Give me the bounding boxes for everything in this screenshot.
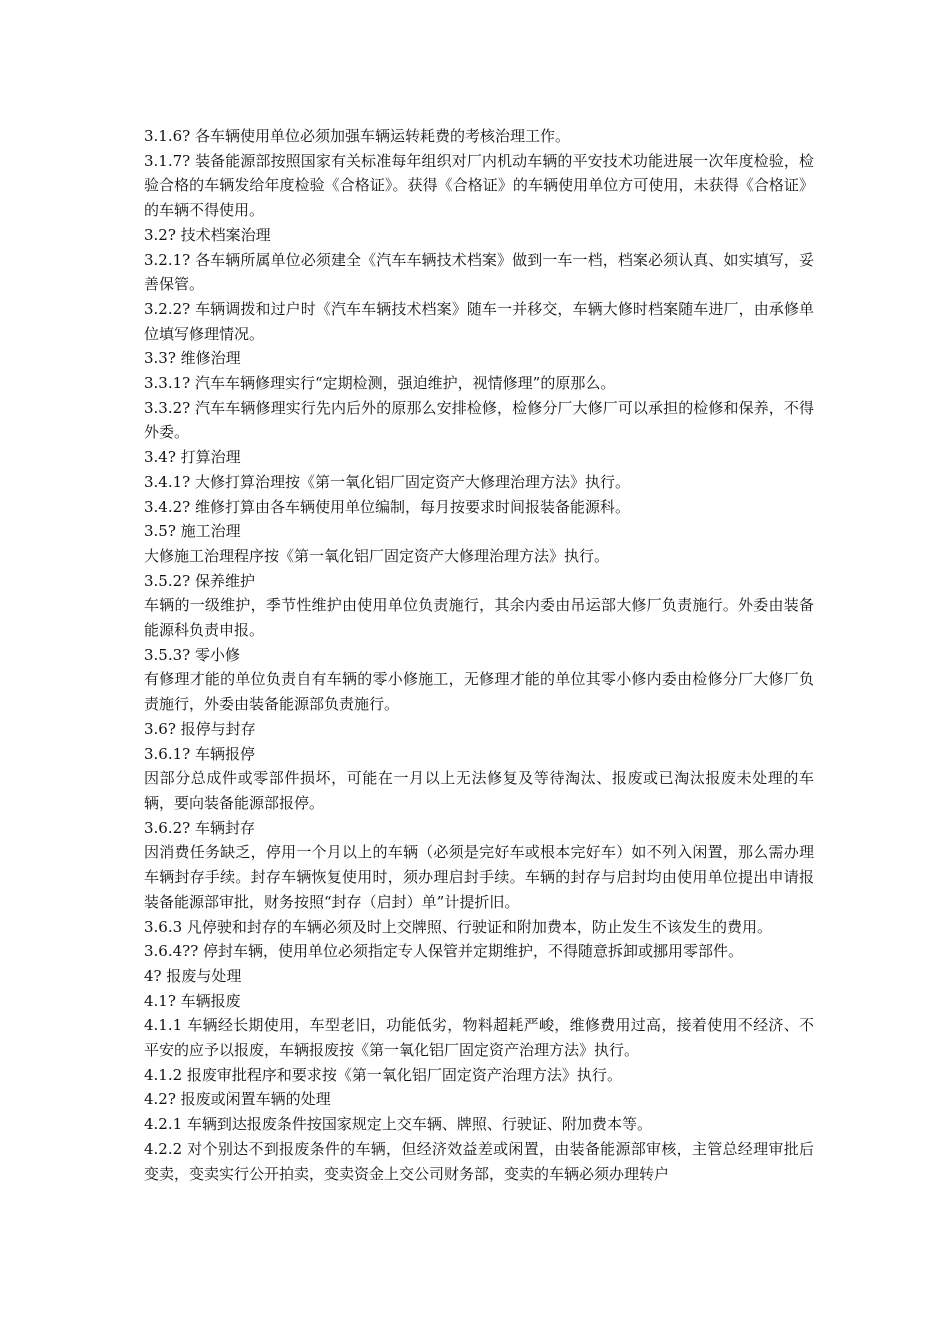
heading-3-5: 3.5? 施工治理 xyxy=(144,522,241,541)
heading-4: 4? 报废与处理 xyxy=(144,966,242,985)
paragraph-3-6-1: 因部分总成件或零部件损坏，可能在一月以上无法修复及等待淘汰、报废或已淘汰报废未处理的车辆，要向装备能源部报停。 xyxy=(144,769,814,812)
document-body xyxy=(144,124,814,1186)
paragraph-3-5-1: 大修施工治理程序按《第一氧化铝厂固定资产大修理治理方法》执行。 xyxy=(144,546,610,565)
paragraph-3-4-1: 3.4.1? 大修打算治理按《第一氧化铝厂固定资产大修理治理方法》执行。 xyxy=(144,472,630,491)
heading-3-5-3: 3.5.3? 零小修 xyxy=(144,645,240,664)
paragraph-4-1-1: 4.1.1 车辆经长期使用，车型老旧，功能低劣，物料超耗严峻，维修费用过高，接着使用不经济、不平安的应予以报废，车辆报废按《第一氧化铝厂固定资产治理方法》执行。 xyxy=(144,1016,814,1060)
paragraph-3-1-6: 3.1.6? 各车辆使用单位必须加强车辆运转耗费的考核治理工作。 xyxy=(144,127,570,145)
heading-3-2: 3.2? 技术档案治理 xyxy=(144,225,271,244)
heading-3-6-2: 3.6.2? 车辆封存 xyxy=(144,818,255,837)
paragraph-3-5-2: 车辆的一级维护，季节性维护由使用单位负责施行，其余内委由吊运部大修厂负责施行。外委由装备能源科负责申报。 xyxy=(144,596,814,640)
paragraph-3-2-1: 3.2.1? 各车辆所属单位必须建全《汽车车辆技术档案》做到一车一档，档案必须认真、如实填写，妥善保管。 xyxy=(144,250,814,294)
paragraph-3-6-3: 3.6.3 凡停驶和封存的车辆必须及时上交牌照、行驶证和附加费本，防止发生不该发生的费用。 xyxy=(144,917,772,936)
paragraph-4-2-1: 4.2.1 车辆到达报废条件按国家规定上交车辆、牌照、行驶证、附加费本等。 xyxy=(144,1115,652,1134)
heading-4-2: 4.2? 报废或闲置车辆的处理 xyxy=(144,1090,331,1109)
heading-4-1: 4.1? 车辆报废 xyxy=(144,991,241,1010)
paragraph-3-5-3: 有修理才能的单位负责自有车辆的零小修施工，无修理才能的单位其零小修内委由检修分厂大修厂负责施行，外委由装备能源部负责施行。 xyxy=(144,670,814,714)
heading-3-3: 3.3? 维修治理 xyxy=(144,349,241,368)
paragraph-4-2-2: 4.2.2 对个别达不到报废条件的车辆，但经济效益差或闲置，由装备能源部审核，主管总经理审批后变卖，变卖实行公开拍卖，变卖资金上交公司财务部，变卖的车辆必须办理转户 xyxy=(144,1139,814,1183)
heading-3-4: 3.4? 打算治理 xyxy=(144,448,241,467)
paragraph-3-4-2: 3.4.2? 维修打算由各车辆使用单位编制，每月按要求时间报装备能源科。 xyxy=(144,497,630,516)
paragraph-3-3-1: 3.3.1? 汽车车辆修理实行“定期检测，强迫维护，视情修理”的原那么。 xyxy=(144,374,616,393)
paragraph-3-6-2: 因消费任务缺乏，停用一个月以上的车辆（必须是完好车或根本完好车）如不列入闲置，那么需办理车辆封存手续。封存车辆恢复使用时，须办理启封手续。车辆的封存与启封均由使用单位提出申请报装备能源部审批，财务按照“封存（启封）单”计提折旧。 xyxy=(144,843,814,911)
paragraph-3-6-4: 3.6.4?? 停封车辆，使用单位必须指定专人保管并定期维护，不得随意拆卸或挪用零部件。 xyxy=(144,942,744,961)
paragraph-3-2-2: 3.2.2? 车辆调拨和过户时《汽车车辆技术档案》随车一并移交，车辆大修时档案随车进厂，由承修单位填写修理情况。 xyxy=(144,299,814,343)
heading-3-5-2: 3.5.2? 保养维护 xyxy=(144,571,255,590)
heading-3-6-1: 3.6.1? 车辆报停 xyxy=(144,744,255,763)
paragraph-3-3-2: 3.3.2? 汽车车辆修理实行先内后外的原那么安排检修，检修分厂大修厂可以承担的检修和保养，不得外委。 xyxy=(144,398,814,442)
paragraph-3-1-7: 3.1.7? 装备能源部按照国家有关标准每年组织对厂内机动车辆的平安技术功能进展一次年度检验，检验合格的车辆发给年度检验《合格证》。获得《合格证》的车辆使用单位方可使用，未获得《合格证》的车辆不得使用。 xyxy=(144,151,814,220)
paragraph-4-1-2: 4.1.2 报废审批程序和要求按《第一氧化铝厂固定资产治理方法》执行。 xyxy=(144,1065,622,1084)
heading-3-6: 3.6? 报停与封存 xyxy=(144,719,256,738)
